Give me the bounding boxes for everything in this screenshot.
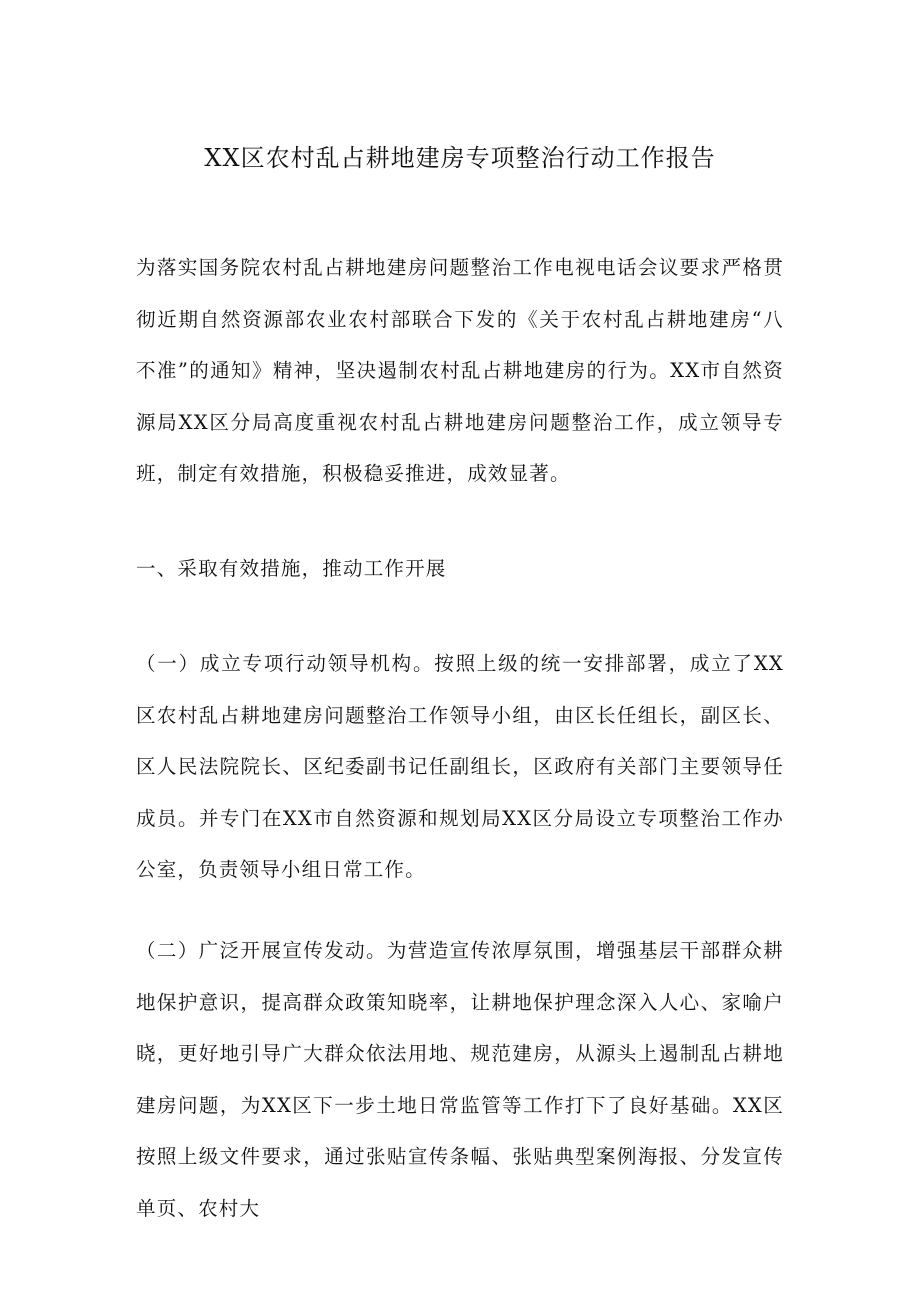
document-title: XX区农村乱占耕地建房专项整治行动工作报告: [204, 144, 716, 172]
item-2-paragraph: （二）广泛开展宣传发动。为营造宣传浓厚氛围，增强基层干部群众耕地保护意识，提高群众政策知晓率，让耕地保护理念深入人心、家喻户晓，更好地引导广大群众依法用地、规范建房，从源头上遏制乱占耕地建房问题，为XX区下一步土地日常监管等工作打下了良好基础。XX区按照上级文件要求，通过张贴宣传条幅、张贴典型案例海报、分发宣传单页、农村大: [136, 939, 784, 1220]
item-1-paragraph: （一）成立专项行动领导机构。按照上级的统一安排部署，成立了XX区农村乱占耕地建房问题整治工作领导小组，由区长任组长，副区长、区人民法院院长、区纪委副书记任副组长，区政府有关部门主要领导任成员。并专门在XX市自然资源和规划局XX区分局设立专项整治工作办公室，负责领导小组日常工作。: [136, 652, 784, 881]
section-1-heading: 一、采取有效措施，推动工作开展: [136, 557, 447, 580]
intro-paragraph: 为落实国务院农村乱占耕地建房问题整治工作电视电话会议要求严格贯彻近期自然资源部农业农村部联合下发的《关于农村乱占耕地建房“八不准”的通知》精神，坚决遏制农村乱占耕地建房的行为。XX市自然资源局XX区分局高度重视农村乱占耕地建房问题整治工作，成立领导专班，制定有效措施，积极稳妥推进，成效显著。: [136, 256, 784, 485]
